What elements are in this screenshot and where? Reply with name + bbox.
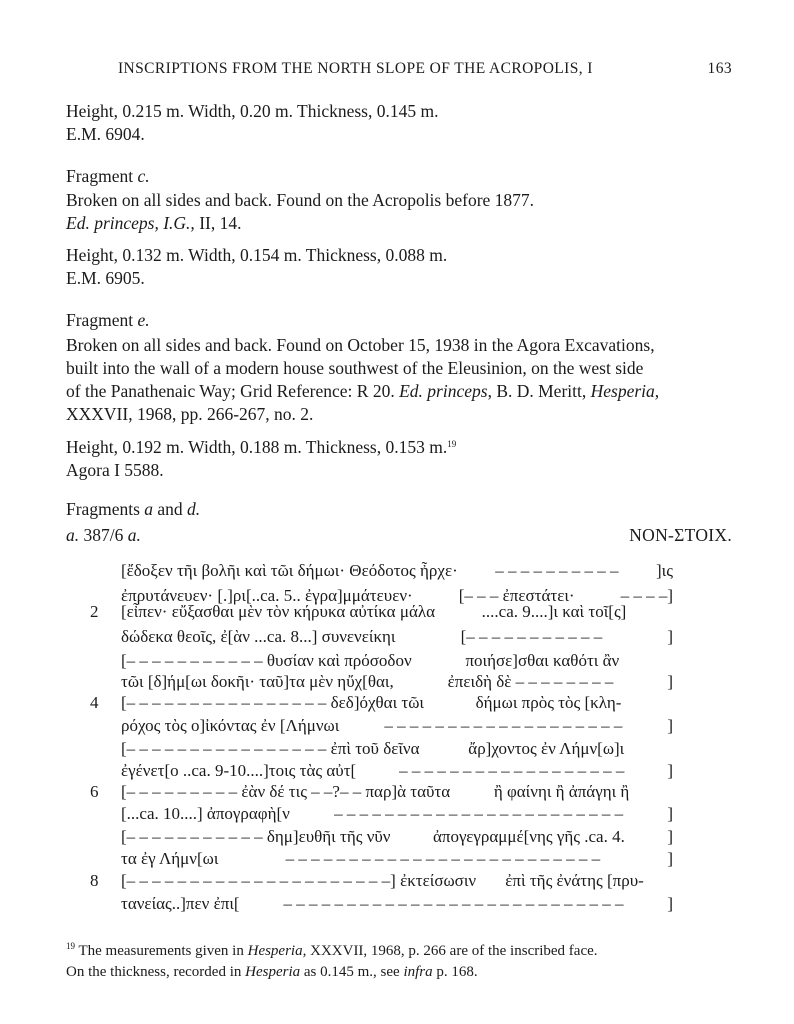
inscription-line xyxy=(121,561,673,586)
inscription-segment: [– – – ἐπεστάτει· xyxy=(458,586,575,605)
footnote xyxy=(66,936,746,983)
fragment-e-catalog: Agora I 5588. xyxy=(66,460,164,480)
inscription-segment: ] xyxy=(667,804,673,823)
inscription-segment: δώδεκα θεοῖς, ἐ[ὰν ...ca. 8...] συνενείκηι xyxy=(121,627,396,646)
inscription-segment: [ἔδοξεν τῆι βολῆι καὶ τῶι δήμωι· Θεόδοτος ἦρχε· xyxy=(121,561,458,580)
footnote-line2-mid: as 0.145 m., see xyxy=(300,964,404,980)
footnote-line2-pre: On the thickness, recorded in xyxy=(66,964,246,980)
inscription-line xyxy=(121,627,673,652)
inscription-segment: ἄρ]χοντος ἐν Λήμν[ω]ι xyxy=(468,739,625,758)
line-number-8: 8 xyxy=(90,871,99,890)
footnote-marker: 19 xyxy=(66,941,75,951)
inscription-segment: ] xyxy=(667,761,673,780)
inscription-line xyxy=(121,804,673,829)
non-stoich-label: NON-ΣΤΟΙΧ. xyxy=(629,525,732,545)
footnote-line1-italic: Hesperia, xyxy=(247,943,307,959)
inscription-segment: τανείας..]πεν ἐπι[ xyxy=(121,894,240,913)
page-number: 163 xyxy=(707,60,732,77)
fragment-c-desc: Broken on all sides and back. Found on the Acropolis before 1877. xyxy=(66,190,535,210)
footnote-line2-italic2: infra xyxy=(403,964,433,980)
fragment-e-desc-line3-mid: , B. D. Meritt, xyxy=(487,381,591,401)
inscription-segment: [– – – – – – – – – – – – – – – – ἐπὶ τοῦ δεῖνα xyxy=(121,739,420,758)
inscription-segment: ἐπειδὴ δὲ – – – – – – – – xyxy=(447,672,614,691)
footnote-line1-post: XXXVII, 1968, p. 266 are of the inscribed face. xyxy=(306,943,598,959)
inscription-segment: [– – – – – – – – – ἐὰν δέ τις – –?– – παρ]ὰ ταῦτα xyxy=(121,782,451,801)
fragment-e-desc-line3-italic: Ed. princeps xyxy=(399,381,488,401)
fragments-ad-heading-and: and xyxy=(153,499,188,519)
fragment-c-heading xyxy=(66,165,746,188)
line-number-2: 2 xyxy=(90,602,99,621)
inscription-segment: ....ca. 9....]ι καὶ τοῖ[ς] xyxy=(481,602,627,621)
inscription-segment: ἢ φαίνηι ἢ ἀπάγηι ἢ xyxy=(493,782,630,801)
inscription-segment: – – – – – – – – – – – – – – – – – – – – – – – – – xyxy=(285,849,601,868)
fragments-ad-heading xyxy=(66,498,746,521)
fragment-e-heading-letter: e. xyxy=(137,310,150,330)
fragment-e-description xyxy=(66,334,746,426)
inscription-segment: ἐπρυτάνευεν· [.]ρι[..ca. 5.. ἐγρα]μμάτευεν· xyxy=(121,586,413,605)
inscription-segment: ] xyxy=(667,716,673,735)
inscription-segment: – – – – – – – – – – – – – – – – – – – xyxy=(384,716,623,735)
inscription-segment: ] xyxy=(667,894,673,913)
inscription-segment: ρόχος τὸς ο]ἰκόντας ἐν [Λήμνωι xyxy=(121,716,340,735)
fragment-e-heading xyxy=(66,309,746,332)
inscription-segment: ] xyxy=(667,627,673,646)
block1-catalog: E.M. 6904. xyxy=(66,124,145,144)
inscription-line xyxy=(121,871,673,896)
line-number-4: 4 xyxy=(90,693,99,712)
fragment-c-details xyxy=(66,244,746,290)
inscription-line xyxy=(121,894,673,919)
footnote-line1-pre: The measurements given in xyxy=(75,943,248,959)
inscription-segment: ἐπὶ τῆς ἐνάτης [πρυ- xyxy=(505,871,644,890)
fragment-c-catalog: E.M. 6905. xyxy=(66,268,145,288)
inscription-segment: τῶι [δ]ήμ[ωι δοκῆι· ταῦ]τα μὲν ηὔχ[θαι, xyxy=(121,672,394,691)
inscription-segment: ] xyxy=(667,827,673,846)
fragment-e-measurements: Height, 0.192 m. Width, 0.188 m. Thickness, 0.153 m. xyxy=(66,437,448,457)
fragment-e-desc-line2: built into the wall of a modern house southwest of the Eleusinion, on the west side xyxy=(66,358,644,378)
running-head-title: INSCRIPTIONS FROM THE NORTH SLOPE OF THE ACROPOLIS, I xyxy=(118,60,593,77)
line-number-6: 6 xyxy=(90,782,99,801)
fragment-e-desc-line3-pre: of the Panathenaic Way; Grid Reference: R 20. xyxy=(66,381,400,401)
fragment-c-heading-text: Fragment xyxy=(66,166,138,186)
inscription-segment: [– – – – – – – – – – – xyxy=(460,627,603,646)
inscription-segment: τα ἐγ Λήμν[ωι xyxy=(121,849,219,868)
inscription-segment: ] xyxy=(667,672,673,691)
footnote-line2-post: p. 168. xyxy=(432,964,478,980)
inscription-segment: – – – – – – – – – – xyxy=(495,561,619,580)
fragment-c-heading-letter: c. xyxy=(137,166,150,186)
fragment-e-heading-text: Fragment xyxy=(66,310,138,330)
fragment-c-measurements: Height, 0.132 m. Width, 0.154 m. Thickness, 0.088 m. xyxy=(66,245,448,265)
fragments-ad-heading-text: Fragments xyxy=(66,499,145,519)
inscription-segment: [– – – – – – – – – – – – – – – – – – – – –] ἐκτείσωσιν xyxy=(121,871,477,890)
inscription-segment: [...ca. 10....] ἀπογραφὴ[ν xyxy=(121,804,290,823)
inscription-segment: – – – – – – – – – – – – – – – – – – – – – – – xyxy=(334,804,624,823)
inscription-line xyxy=(121,693,673,718)
fragment-c-ed-rest: II, 14. xyxy=(194,213,242,233)
inscription-segment: ἀπογεγραμμέ[νης γῆς .ca. 4. xyxy=(433,827,625,846)
text-date-italic2: a. xyxy=(127,525,141,545)
inscription-line xyxy=(121,716,673,741)
inscription-segment: – – – – – – – – – – – – – – – – – – – – – – – – – – – xyxy=(283,894,624,913)
running-head xyxy=(118,60,732,78)
text-date-italic: a. xyxy=(66,525,80,545)
inscription-segment: ]ις xyxy=(656,561,673,580)
inscription-segment: [– – – – – – – – – – – δημ]ευθῆι τῆς νῦν xyxy=(121,827,391,846)
fragment-e-desc-line3-italic2: Hesperia, xyxy=(590,381,660,401)
inscription-segment: ἐγένετ[ο ..ca. 9-10....]τοις τὰς αὐτ[ xyxy=(121,761,357,780)
fragment-e-details xyxy=(66,433,746,482)
inscription-segment: [– – – – – – – – – – – – – – – – δεδ]όχθαι τῶι xyxy=(121,693,424,712)
inscription-segment: – – – – – – – – – – – – – – – – – – xyxy=(399,761,625,780)
inscription-line xyxy=(121,602,673,627)
block1-details xyxy=(66,100,746,146)
inscription-segment: [εἶπεν· εὔξασθαι μὲν τὸν κήρυκα αὐτίκα μάλα xyxy=(121,602,436,621)
fragment-c-description xyxy=(66,189,746,235)
fragment-c-ed-italic: Ed. princeps, I.G., xyxy=(66,213,195,233)
text-date: 387/6 xyxy=(79,525,128,545)
text-header-row xyxy=(66,525,732,546)
inscription-segment: – – – –] xyxy=(620,586,673,605)
inscription-segment: ] xyxy=(667,849,673,868)
fragment-e-desc-line4: XXXVII, 1968, pp. 266-267, no. 2. xyxy=(66,404,314,424)
inscription-segment: [– – – – – – – – – – – θυσίαν καὶ πρόσοδον xyxy=(121,651,412,670)
inscription-segment: δήμωι πρὸς τὸς [κλη- xyxy=(475,693,622,712)
fragments-ad-heading-d: d. xyxy=(187,499,201,519)
fragments-ad-heading-a: a xyxy=(144,499,154,519)
footnote-ref-19: 19 xyxy=(447,439,457,449)
inscription-segment: ποιήσε]σθαι καθότι ἂν xyxy=(465,651,620,670)
footnote-line2-italic: Hesperia xyxy=(245,964,301,980)
fragment-e-desc-line1: Broken on all sides and back. Found on October 15, 1938 in the Agora Excavations, xyxy=(66,335,655,355)
block1-measurements: Height, 0.215 m. Width, 0.20 m. Thickness, 0.145 m. xyxy=(66,101,439,121)
